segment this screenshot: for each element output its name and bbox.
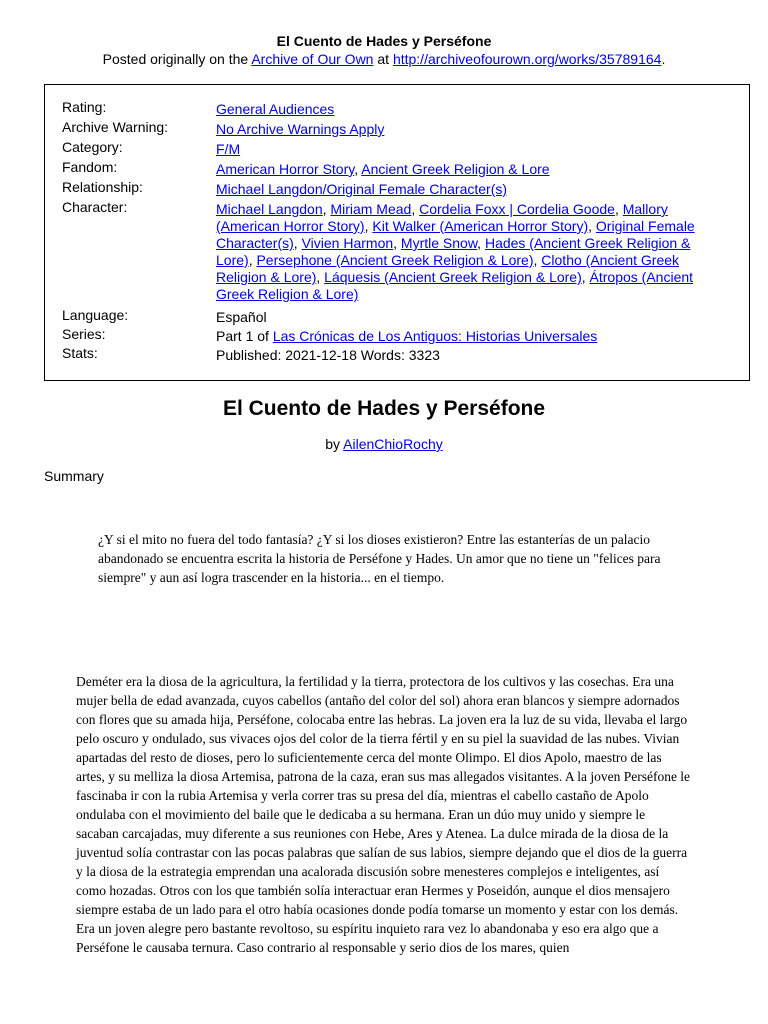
category-link[interactable]: F/M: [216, 141, 241, 157]
posted-prefix: Posted originally on the: [102, 51, 252, 67]
stats-label: Stats:: [62, 345, 98, 361]
character-link[interactable]: Original Female Character(s): [216, 218, 695, 251]
summary-heading: Summary: [44, 468, 104, 484]
character-link[interactable]: Miriam Mead: [330, 201, 412, 217]
series-link[interactable]: Las Crónicas de Los Antiguos: Historias Universales: [272, 328, 598, 344]
character-link[interactable]: Láquesis (Ancient Greek Religion & Lore): [324, 269, 582, 285]
character-link[interactable]: Mallory (American Horror Story): [216, 201, 668, 234]
character-link[interactable]: Cordelia Foxx | Cordelia Goode: [419, 201, 615, 217]
relationship-label: Relationship:: [62, 179, 143, 195]
posted-line: [0, 50, 768, 68]
character-link[interactable]: Hades (Ancient Greek Religion & Lore): [216, 235, 691, 268]
document-header: [0, 0, 768, 68]
document-title: El Cuento de Hades y Perséfone: [276, 33, 492, 49]
character-link[interactable]: Michael Langdon: [216, 201, 323, 217]
character-link[interactable]: Átropos (Ancient Greek Religion & Lore): [216, 269, 694, 302]
posted-suffix: .: [661, 51, 666, 67]
character-link[interactable]: Clotho (Ancient Greek Religion & Lore): [216, 252, 680, 285]
fandom-link[interactable]: American Horror Story: [216, 161, 355, 177]
series-prefix: Part 1 of: [216, 328, 269, 344]
series-label: Series:: [62, 326, 106, 342]
archive-link[interactable]: Archive of Our Own: [251, 51, 374, 67]
character-list: Michael Langdon, Miriam Mead, Cordelia Foxx | Cordelia Goode, Mallory (American Horror Story), Kit Walker (American Horror Story), Original Female Character(s), Vivien Harmon, Myrtle Snow, Hades (Ancient Greek Religion & Lore), Persephone (Ancient Greek Religion & Lore), Clotho (Ancient Greek Religion & Lore), Láquesis (Ancient Greek Religion & Lore), Átropos (Ancient Greek Religion & Lore): [216, 201, 695, 302]
relationship-link[interactable]: Michael Langdon/Original Female Character(s): [216, 181, 508, 197]
language-value: Español: [216, 309, 267, 325]
rating-label: Rating:: [62, 99, 107, 115]
warning-label: Archive Warning:: [62, 119, 169, 135]
character-label: Character:: [62, 199, 128, 215]
metadata-box: Rating: General Audiences Archive Warning: No Archive Warnings Apply Category: F/M Fandom: American Horror Story, Ancient Greek Religion & Lore Relationship: Michael Langdon/Original Female Character(s) Character: Michael Langdon, Miriam Mead, Cordelia Foxx | Cordelia Goode, Mallory (American Horror Story), Kit Walker (American Horror Story), Original Female Character(s), Vivien Harmon, Myrtle Snow, Hades (Ancient Greek Religion & Lore), Persephone (Ancient Greek Religion & Lore), Clotho (Ancient Greek Religion & Lore), Láquesis (Ancient Greek Religion & Lore), Átropos (Ancient Greek Religion & Lore) Language: Español Series: Part 1 of Las Crónicas de Los Antiguos: Historias Universales Stats: Published: 2021-12-18 Words: 3323: [44, 84, 750, 381]
rating-link[interactable]: General Audiences: [216, 101, 335, 117]
category-label: Category:: [62, 139, 123, 155]
character-link[interactable]: Myrtle Snow: [400, 235, 478, 251]
language-label: Language:: [62, 307, 129, 323]
story-body: Deméter era la diosa de la agricultura, la fertilidad y la tierra, protectora de los cultivos y las cosechas. Era una mujer bella de edad avanzada, cuyos cabellos (antaño del color del sol) ahora eran blancos y siempre adornados con flores que su amada hija, Perséfone, colocaba entre las hebras. La joven era la luz de su vida, llevaba el largo pelo oscuro y ondulado, sus vivaces ojos del color de la tierra fértil y en su piel la suavidad de las nubes. Vivian apartadas del resto de dioses, pero lo suficientemente cerca del monte Olimpo. El dios Apolo, maestro de las artes, y su melliza la diosa Artemisa, patrona de la caza, eran sus mas allegados visitantes. A la joven Perséfone le fascinaba ir con la rubia Artemisa y verla correr tras su presa del día, mientras el cabello castaño de Apolo ondulaba con el movimiento del baile que le dedicaba a su hermana. Eran un dúo muy unido y siempre le sacaban carcajadas, muy diferente a sus reuniones con Hebe, Ares y Atenea. La dulce mirada de la diosa de la juventud solía contrastar con las pocas palabras que salían de sus labios, siempre dejando que el dios de la guerra y la diosa de la estrategia emprendan una acalorada discusión sobre menesteres complejos e inteligentes, así como hozadas. Otros con los que también solía interactuar eran Hermes y Poseidón, aunque el dios mensajero siempre estaba de un lado para el otro había ocasiones donde podía tomarse un momento y estar con los demás. Era un joven alegre pero bastante revoltoso, su espíritu inquieto rara vez lo abandonaba y eso era algo que a Perséfone le causaba ternura. Caso contrario al responsable y serio dios de los mares, quien: [76, 674, 691, 955]
summary-text: ¿Y si el mito no fuera del todo fantasía? ¿Y si los dioses existieron? Entre las estanterías de un palacio abandonado se encuentra escrita la historia de Perséfone y Hades. Un amor que no tiene un "felices para siempre" y aun así logra trascender en la historia... en el tiempo.: [98, 532, 661, 585]
work-url-link[interactable]: http://archiveofourown.org/works/35789164: [392, 51, 662, 67]
posted-mid: at: [373, 51, 393, 67]
fandom-link[interactable]: Ancient Greek Religion & Lore: [361, 161, 550, 177]
stats-value: Published: 2021-12-18 Words: 3323: [216, 347, 440, 363]
warning-link[interactable]: No Archive Warnings Apply: [216, 121, 385, 137]
character-link[interactable]: Kit Walker (American Horror Story): [372, 218, 589, 234]
fandom-label: Fandom:: [62, 159, 118, 175]
author-link[interactable]: AilenChioRochy: [343, 436, 443, 452]
character-link[interactable]: Vivien Harmon: [301, 235, 394, 251]
byline: [0, 435, 768, 453]
story-title: El Cuento de Hades y Perséfone: [222, 397, 546, 420]
character-link[interactable]: Persephone (Ancient Greek Religion & Lore): [256, 252, 534, 268]
byline-prefix: by: [325, 436, 344, 452]
